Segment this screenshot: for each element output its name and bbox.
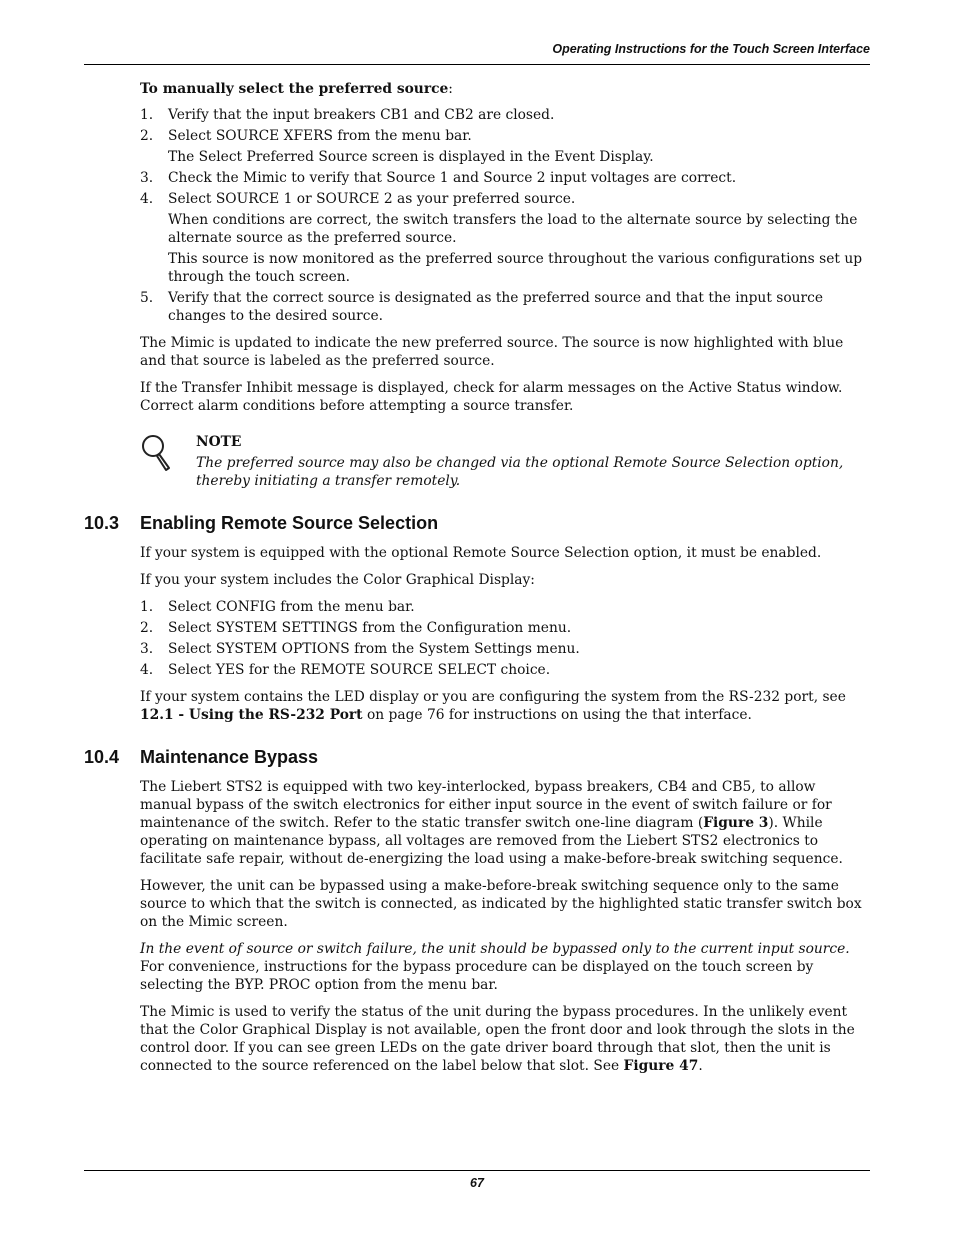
section-number: 10.3 (84, 513, 120, 533)
step-number: 4. (140, 191, 154, 207)
section-heading-10-3 (84, 512, 870, 534)
section-number: 10.4 (84, 747, 120, 767)
italic-text: In the event of source or switch failure, the unit should be bypassed only to the current input source. (140, 941, 850, 957)
step-text: Select SOURCE 1 or SOURCE 2 as your preferred source. (168, 191, 576, 207)
step-text: Check the Mimic to verify that Source 1 and Source 2 input voltages are correct. (168, 170, 737, 186)
step-text: Select CONFIG from the menu bar. (168, 599, 415, 615)
body-paragraph: The Mimic is updated to indicate the new preferred source. The source is now highlighted with blue and that source is labeled as the preferred source. (140, 335, 844, 369)
step-number: 2. (140, 128, 154, 144)
step-number: 2. (140, 620, 154, 636)
body-paragraph (140, 688, 870, 724)
magnifier-icon (140, 433, 174, 473)
list-item (140, 661, 870, 679)
body-paragraph (140, 1003, 870, 1075)
note-box (140, 433, 870, 490)
step-number: 5. (140, 290, 154, 306)
note-title: NOTE (196, 434, 242, 450)
step-text: Verify that the correct source is designated as the preferred source and that the input source changes to the desired source. (168, 290, 824, 324)
header-rule (84, 64, 870, 65)
lead-suffix: : (448, 81, 453, 97)
list-item (140, 169, 870, 187)
list-item (140, 619, 870, 637)
step-text: Select SOURCE XFERS from the menu bar. (168, 128, 472, 144)
list-item (140, 598, 870, 616)
step-detail: When conditions are correct, the switch transfers the load to the alternate source by selecting the alternate source as the preferred source. (168, 212, 858, 246)
step-number: 3. (140, 641, 154, 657)
step-number: 1. (140, 599, 154, 615)
running-header: Operating Instructions for the Touch Screen Interface (552, 42, 870, 56)
page-content (84, 80, 870, 1084)
body-paragraph (140, 778, 870, 868)
text-run: on page 76 for instructions on using the that interface. (362, 707, 752, 723)
manual-select-lead (140, 80, 870, 98)
step-text: Select SYSTEM OPTIONS from the System Settings menu. (168, 641, 580, 657)
body-paragraph: If you your system includes the Color Graphical Display: (140, 572, 535, 588)
step-number: 3. (140, 170, 154, 186)
note-body: The preferred source may also be changed via the optional Remote Source Selection option, thereby initiating a transfer remotely. (196, 455, 844, 489)
list-item (140, 289, 870, 325)
section-heading-10-4 (84, 746, 870, 768)
text-run: The Mimic is used to verify the status of the unit during the bypass procedures. In the unlikely event that the Color Graphical Display is not available, open the front door and look through the slots in the control door. If you can see green LEDs on the gate driver board through that slot, then the unit is connected to the source referenced on the label below that slot. See (140, 1004, 855, 1074)
text-run: If your system contains the LED display or you are configuring the system from the RS-232 port, see (140, 689, 846, 705)
list-item (140, 127, 870, 166)
step-detail: This source is now monitored as the preferred source throughout the various configurations set up through the touch screen. (168, 251, 863, 285)
section-title: Maintenance Bypass (140, 747, 319, 767)
step-number: 4. (140, 662, 154, 678)
figure-reference[interactable]: Figure 3 (703, 815, 769, 831)
manual-select-steps (140, 106, 870, 325)
cross-reference-link[interactable]: 12.1 - Using the RS-232 Port (140, 707, 363, 723)
step-text: Select YES for the REMOTE SOURCE SELECT choice. (168, 662, 551, 678)
body-paragraph: If your system is equipped with the optional Remote Source Selection option, it must be enabled. (140, 545, 822, 561)
text-run: For convenience, instructions for the bypass procedure can be displayed on the touch screen by selecting the BYP. PROC option from the menu bar. (140, 959, 814, 993)
step-number: 1. (140, 107, 154, 123)
step-detail: The Select Preferred Source screen is displayed in the Event Display. (168, 149, 654, 165)
page-number: 67 (470, 1176, 484, 1190)
section-title: Enabling Remote Source Selection (140, 513, 439, 533)
list-item (140, 190, 870, 286)
figure-reference[interactable]: Figure 47 (623, 1058, 699, 1074)
text-run: . (698, 1058, 703, 1074)
body-paragraph: However, the unit can be bypassed using a make-before-break switching sequence only to the same source to which that the switch is connected, as indicated by the highlighted static transfer switch box on the Mimic screen. (140, 878, 862, 930)
remote-select-steps (140, 598, 870, 679)
list-item (140, 106, 870, 124)
body-paragraph: If the Transfer Inhibit message is displayed, check for alarm messages on the Active Status window. Correct alarm conditions before attempting a source transfer. (140, 380, 843, 414)
step-text: Verify that the input breakers CB1 and CB2 are closed. (168, 107, 555, 123)
lead-text: To manually select the preferred source (140, 81, 449, 97)
footer-rule (84, 1170, 870, 1171)
list-item (140, 640, 870, 658)
text-run: ). While operating on maintenance bypass, all voltages are removed from the Liebert STS2 electronics to facilitate safe repair, without de-energizing the load using a make-before-break switching sequence. (140, 815, 843, 867)
text-run: The Liebert STS2 is equipped with two key-interlocked, bypass breakers, CB4 and CB5, to allow manual bypass of the switch electronics for either input source in the event of switch failure or for maintenance of the switch. Refer to the static transfer switch one-line diagram ( (140, 779, 832, 831)
step-text: Select SYSTEM SETTINGS from the Configuration menu. (168, 620, 572, 636)
body-paragraph (140, 940, 870, 994)
